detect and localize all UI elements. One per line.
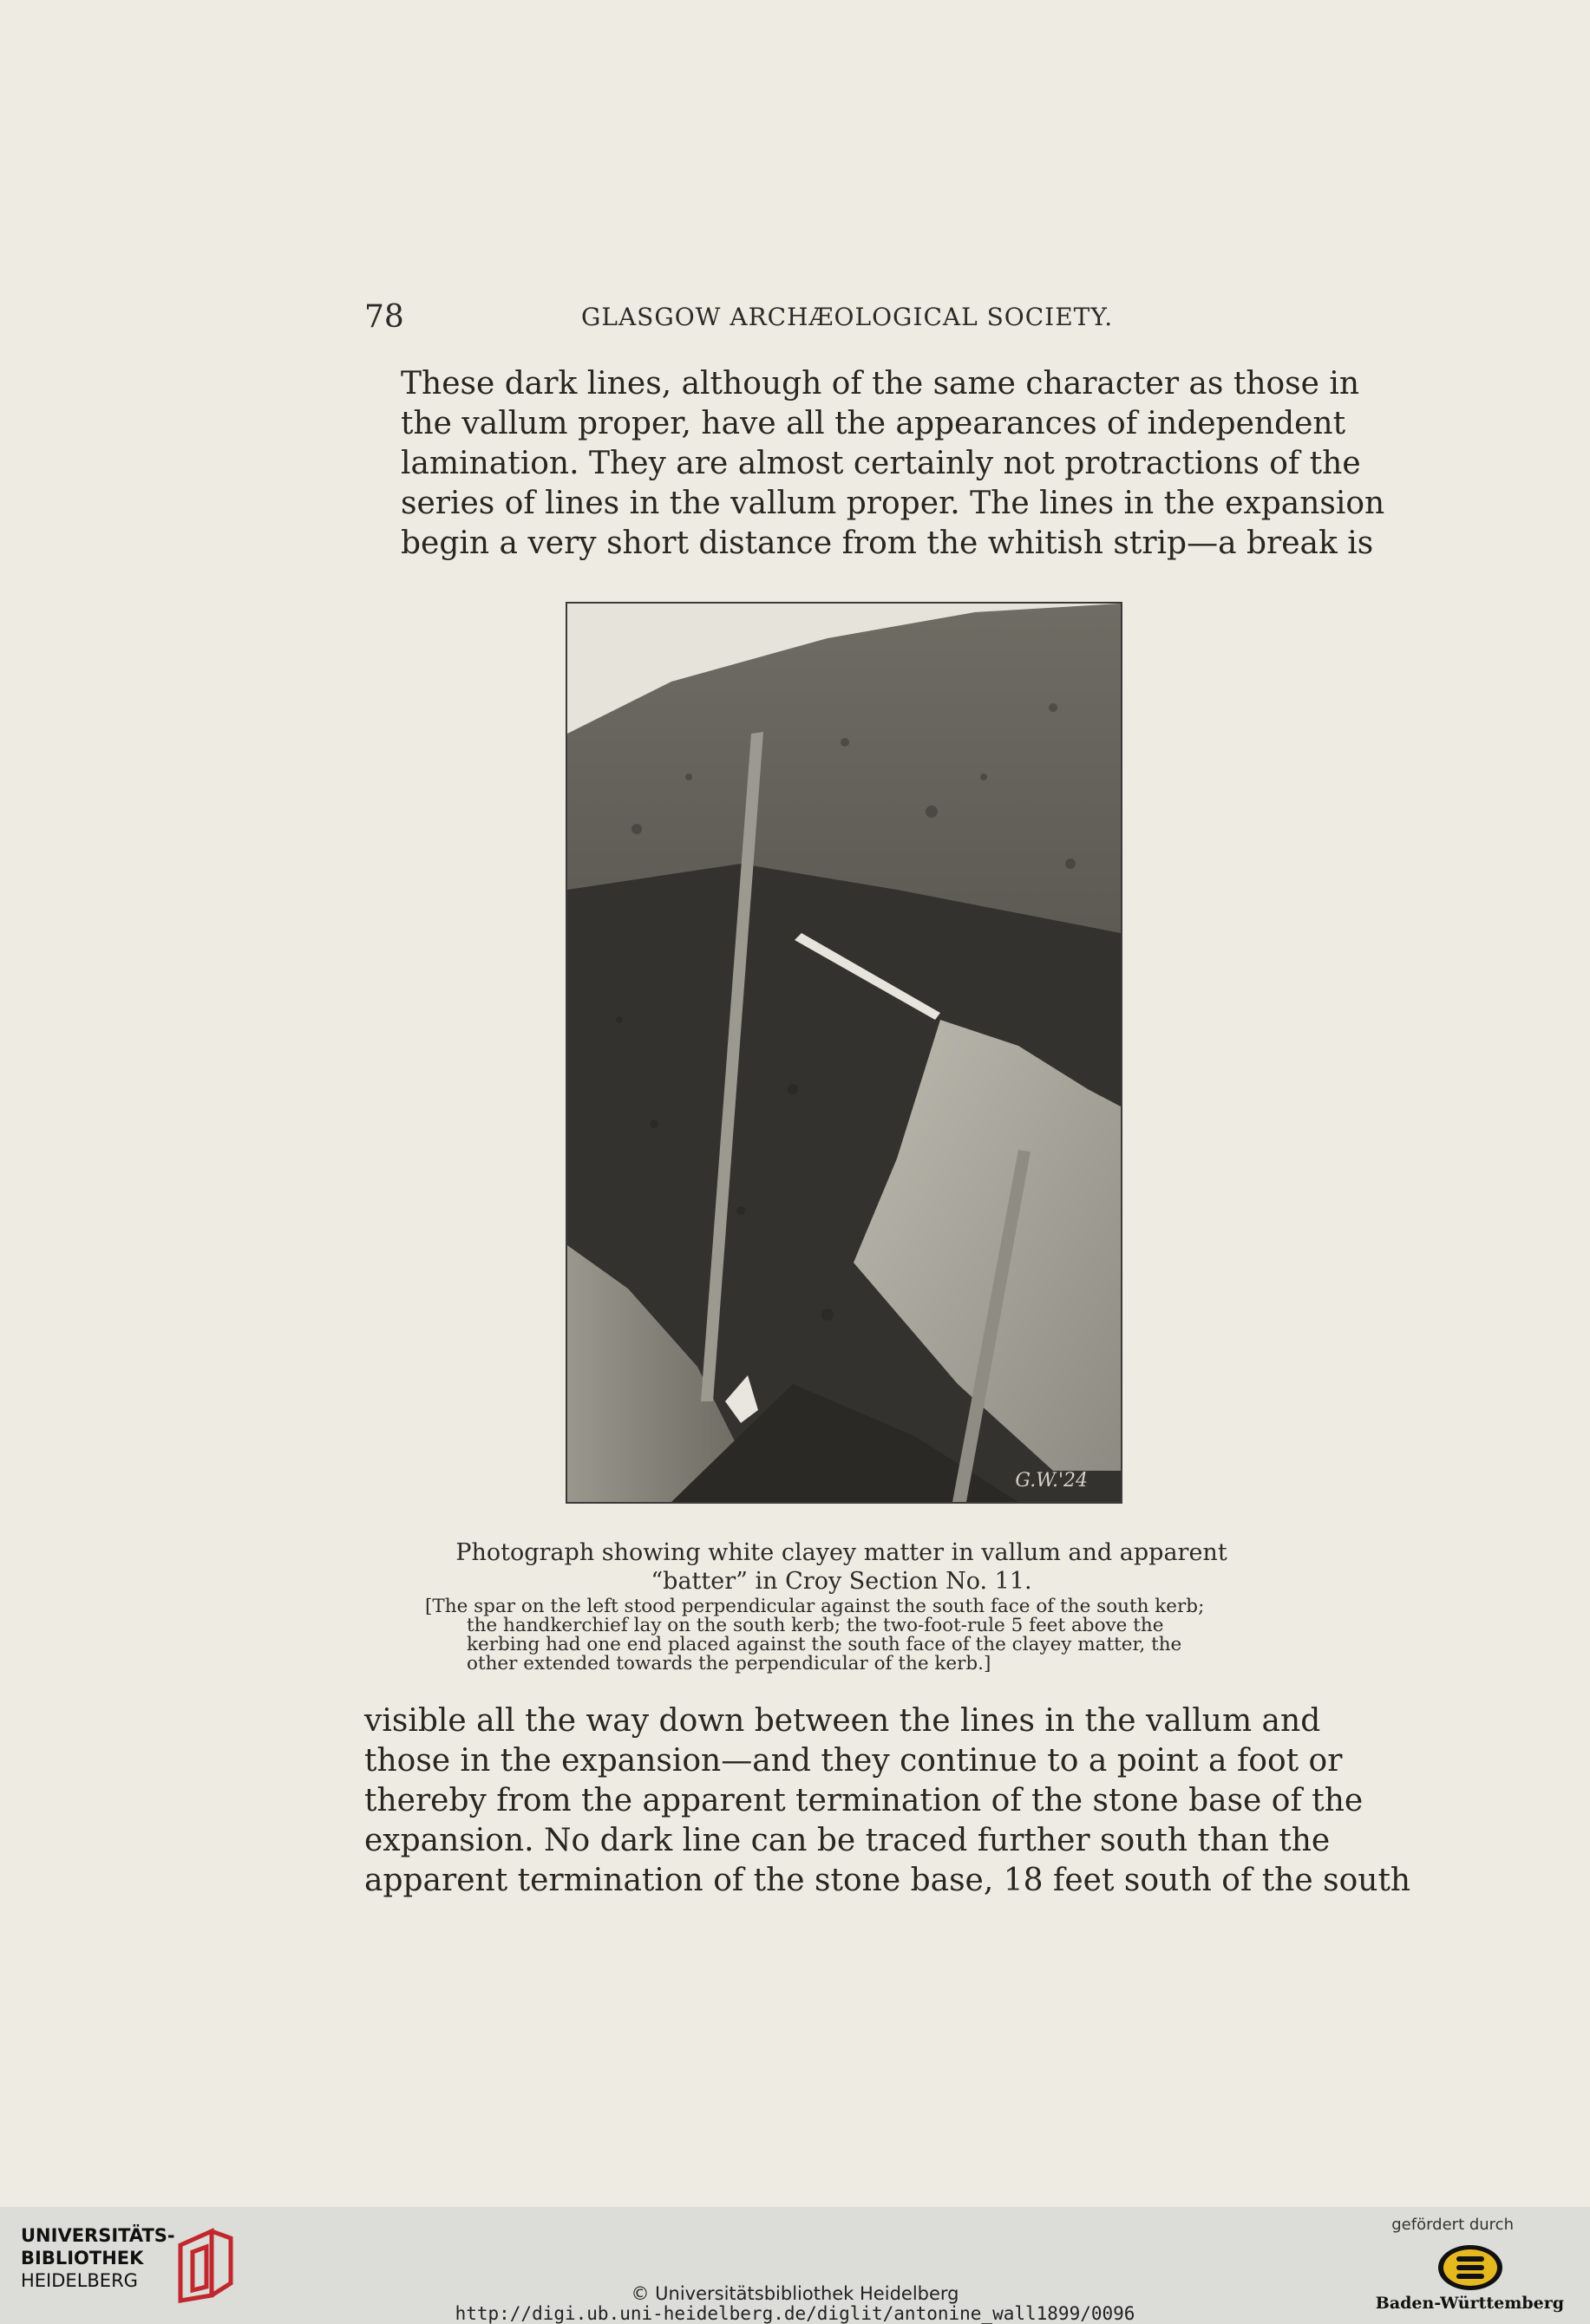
copyright-notice: © Universitätsbibliothek Heidelberg bbox=[631, 2283, 959, 2304]
text-line: the vallum proper, have all the appearances of independent bbox=[401, 406, 1346, 441]
text-line: begin a very short distance from the whitish strip—a break is bbox=[401, 526, 1374, 561]
coat-of-arms-icon[interactable] bbox=[1436, 2243, 1505, 2292]
note-line: other extended towards the perpendicular of the kerb.] bbox=[467, 1653, 991, 1674]
note-line: kerbing had one end placed against the south face of the clayey matter, the bbox=[467, 1634, 1182, 1655]
photographer-signature: G.W.'24 bbox=[1015, 1470, 1088, 1492]
running-head bbox=[364, 299, 1310, 338]
trench-photograph bbox=[566, 602, 1122, 1504]
paragraph-top bbox=[364, 364, 1385, 564]
text-line: series of lines in the vallum proper. The lines in the expansion bbox=[401, 486, 1385, 521]
sponsor-name: Baden-Württemberg bbox=[1375, 2294, 1564, 2313]
text-line: lamination. They are almost certainly not protractions of the bbox=[401, 446, 1361, 481]
text-line: apparent termination of the stone base, 18 feet south of the south bbox=[364, 1863, 1411, 1898]
page-number: 78 bbox=[364, 299, 404, 335]
note-line: the handkerchief lay on the south kerb; the two-foot-rule 5 feet above the bbox=[467, 1615, 1164, 1636]
caption-line: “batter” in Croy Section No. 11. bbox=[651, 1568, 1032, 1595]
figure-note bbox=[425, 1597, 1258, 1674]
library-name-line: BIBLIOTHEK bbox=[21, 2248, 144, 2269]
caption-line: Photograph showing white clayey matter in vallum and apparent bbox=[455, 1539, 1227, 1566]
permalink-url[interactable]: http://digi.ub.uni-heidelberg.de/diglit/antonine_wall1899/0096 bbox=[455, 2303, 1135, 2324]
text-line: thereby from the apparent termination of the stone base of the bbox=[364, 1783, 1364, 1818]
text-line: those in the expansion—and they continue to a point a foot or bbox=[364, 1743, 1343, 1779]
figure-caption bbox=[434, 1538, 1249, 1596]
journal-title: GLASGOW ARCHÆOLOGICAL SOCIETY. bbox=[581, 303, 1114, 331]
library-name-line: UNIVERSITÄTS- bbox=[21, 2225, 175, 2246]
text-line: visible all the way down between the lines in the vallum and bbox=[364, 1703, 1321, 1739]
paragraph-bottom bbox=[364, 1701, 1411, 1901]
text-line: These dark lines, although of the same character as those in bbox=[401, 366, 1360, 401]
note-line: [The spar on the left stood perpendicular against the south face of the south kerb; bbox=[425, 1596, 1205, 1617]
library-name-line: HEIDELBERG bbox=[21, 2270, 138, 2291]
text-line: expansion. No dark line can be traced further south than the bbox=[364, 1823, 1331, 1858]
photograph-illustration bbox=[567, 604, 1121, 1502]
viewer-footer bbox=[0, 2207, 1590, 2324]
sponsor-label: gefördert durch bbox=[1391, 2216, 1514, 2234]
